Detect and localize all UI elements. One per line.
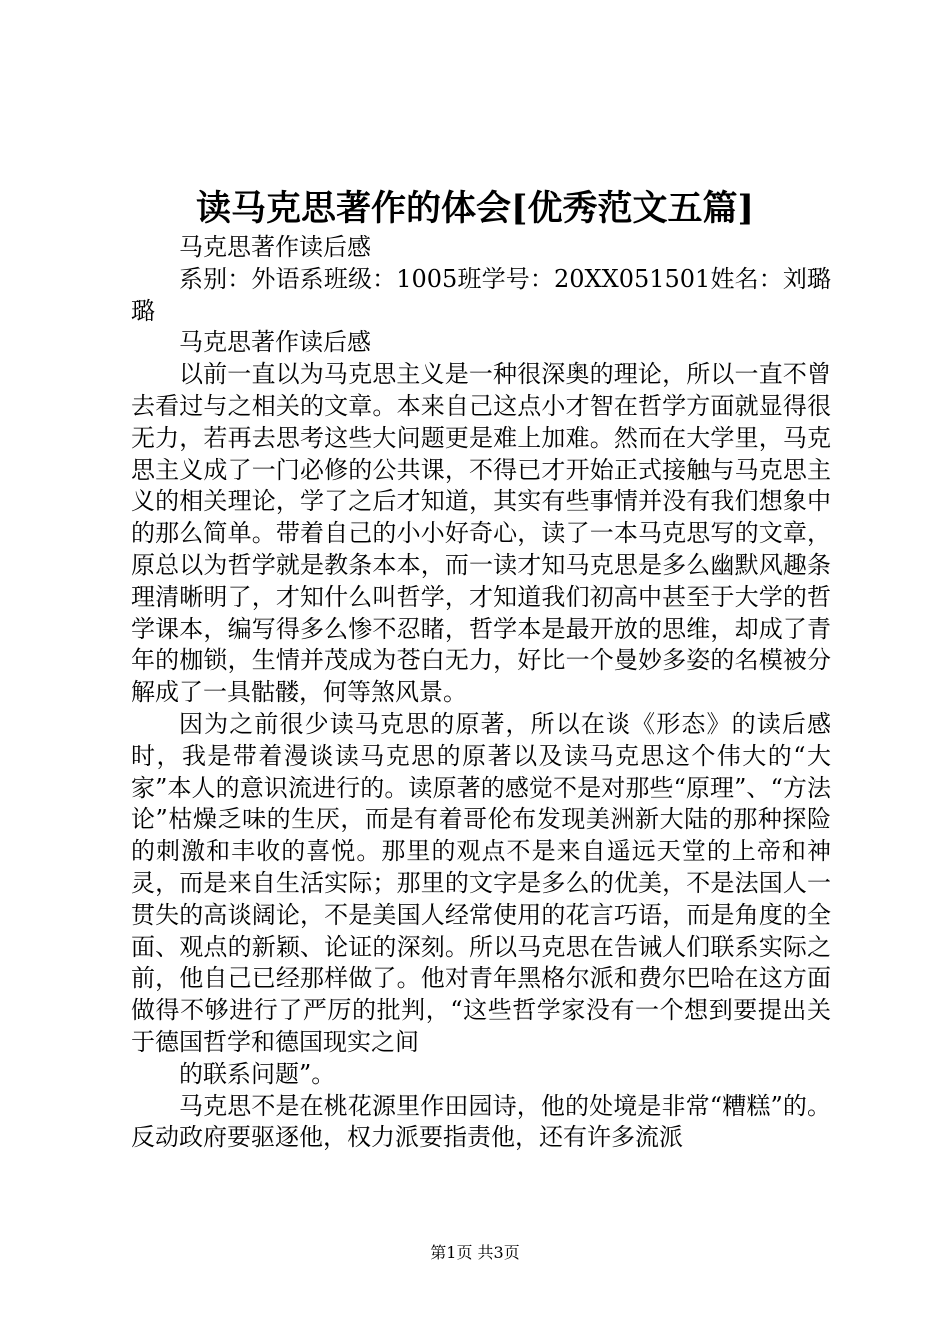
page-indicator: 第1页 共3页 [430,1243,520,1262]
paragraph-body: 的联系问题”。 [179,1059,336,1088]
paragraph-body: 马克思不是在桃花源里作田园诗，他的处境是非常“糟糕”的。反动政府要驱逐他，权力派要指责他，还有许多流派 [131,1091,831,1152]
document-body [131,232,831,1154]
paragraph-body: 因为之前很少读马克思的原著，所以在谈《形态》的读后感时，我是带着漫谈读马克思的原著以及读马克思这个伟大的“大家”本人的意识流进行的。读原著的感觉不是对那些“原理”、“方法论”枯燥乏味的生厌，而是有着哥伦布发现美洲新大陆的那种探险的刺激和丰收的喜悦。那里的观点不是来自遥远天堂的上帝和神灵，而是来自生活实际；那里的文字是多么的优美，不是法国人一贯失的高谈阔论，不是美国人经常使用的花言巧语，而是角度的全面、观点的新颖、论证的深刻。所以马克思在告诫人们联系实际之前，他自己已经那样做了。他对青年黑格尔派和费尔巴哈在这方面做得不够进行了严厉的批判，“这些哲学家没有一个想到要提出关于德国哲学和德国现实之间 [131,709,831,1056]
paragraph-heading: 马克思著作读后感 [179,328,371,357]
paragraph-subtitle: 马克思著作读后感 [179,233,371,261]
paragraph-body: 以前一直以为马克思主义是一种很深奥的理论，所以一直不曾去看过与之相关的文章。本来自己这点小才智在哲学方面就显得很无力，若再去思考这些大问题更是难上加难。然而在大学里，马克思主义成了一门必修的公共课，不得已才开始正式接触与马克思主义的相关理论，学了之后才知道，其实有些事情并没有我们想象中的那么简单。带着自己的小小好奇心，读了一本马克思写的文章，原总以为哲学就是教条本本，而一读才知马克思是多么幽默风趣条理清晰明了，才知什么叫哲学，才知道我们初高中甚至于大学的哲学课本，编写得多么惨不忍睹，哲学本是最开放的思维，却成了青年的枷锁，生情并茂成为苍白无力，好比一个曼妙多姿的名模被分解成了一具骷髅，何等煞风景。 [131,360,831,707]
paragraph-author-info: 系别：外语系班级：1005班学号：20XX051501姓名：刘璐璐 [131,264,831,325]
document-title: 读马克思著作的体会[优秀范文五篇] [195,188,755,229]
